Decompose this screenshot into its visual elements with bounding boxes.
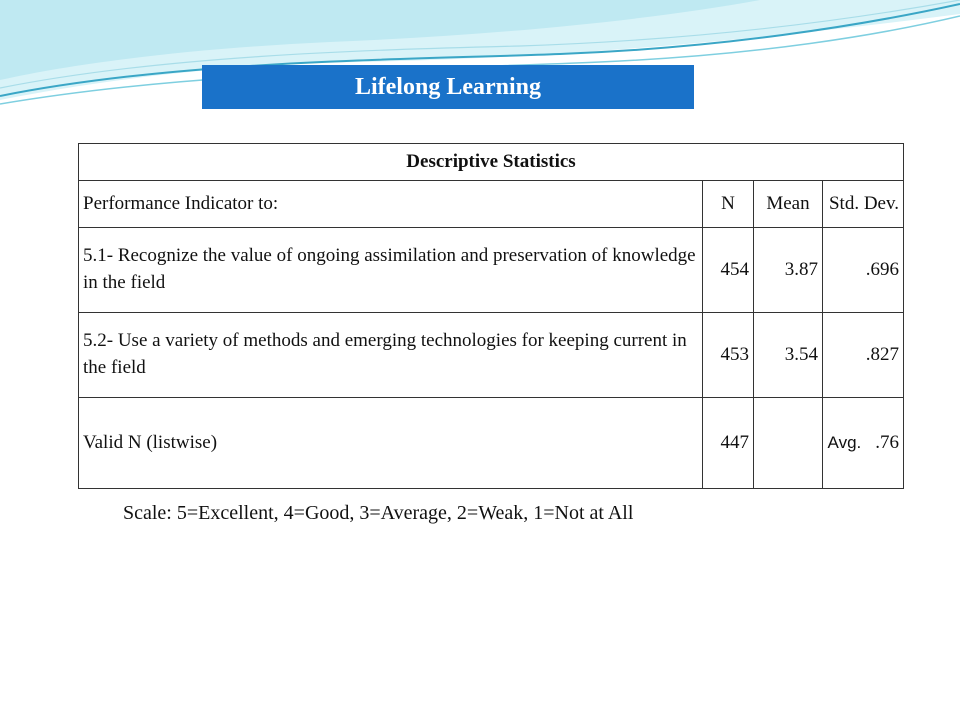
row-n: 454 bbox=[703, 228, 754, 313]
header-std-dev: Std. Dev. bbox=[823, 181, 904, 228]
header-n: N bbox=[703, 181, 754, 228]
slide-title-bar bbox=[202, 65, 694, 109]
table-row bbox=[79, 398, 904, 489]
table-row bbox=[79, 228, 904, 313]
average-cell bbox=[823, 398, 904, 489]
row-indicator: 5.1- Recognize the value of ongoing assimilation and preservation of knowledge in the field bbox=[79, 228, 703, 313]
row-n: 447 bbox=[703, 398, 754, 489]
row-indicator: 5.2- Use a variety of methods and emerging technologies for keeping current in the field bbox=[79, 313, 703, 398]
row-indicator: Valid N (listwise) bbox=[79, 398, 703, 489]
table-header-row bbox=[79, 181, 904, 228]
scale-note: Scale: 5=Excellent, 4=Good, 3=Average, 2=Weak, 1=Not at All bbox=[123, 502, 634, 524]
row-n: 453 bbox=[703, 313, 754, 398]
average-value: .76 bbox=[875, 432, 899, 453]
row-std-dev: .696 bbox=[823, 228, 904, 313]
table-caption-row bbox=[79, 144, 904, 181]
header-indicator: Performance Indicator to: bbox=[79, 181, 703, 228]
average-label: Avg. bbox=[827, 433, 862, 452]
descriptive-statistics-table bbox=[78, 143, 904, 489]
row-std-dev: .827 bbox=[823, 313, 904, 398]
table-caption: Descriptive Statistics bbox=[79, 144, 904, 181]
header-mean: Mean bbox=[754, 181, 823, 228]
table-row bbox=[79, 313, 904, 398]
row-mean bbox=[754, 398, 823, 489]
slide-title: Lifelong Learning bbox=[354, 73, 541, 100]
row-mean: 3.54 bbox=[754, 313, 823, 398]
row-mean: 3.87 bbox=[754, 228, 823, 313]
